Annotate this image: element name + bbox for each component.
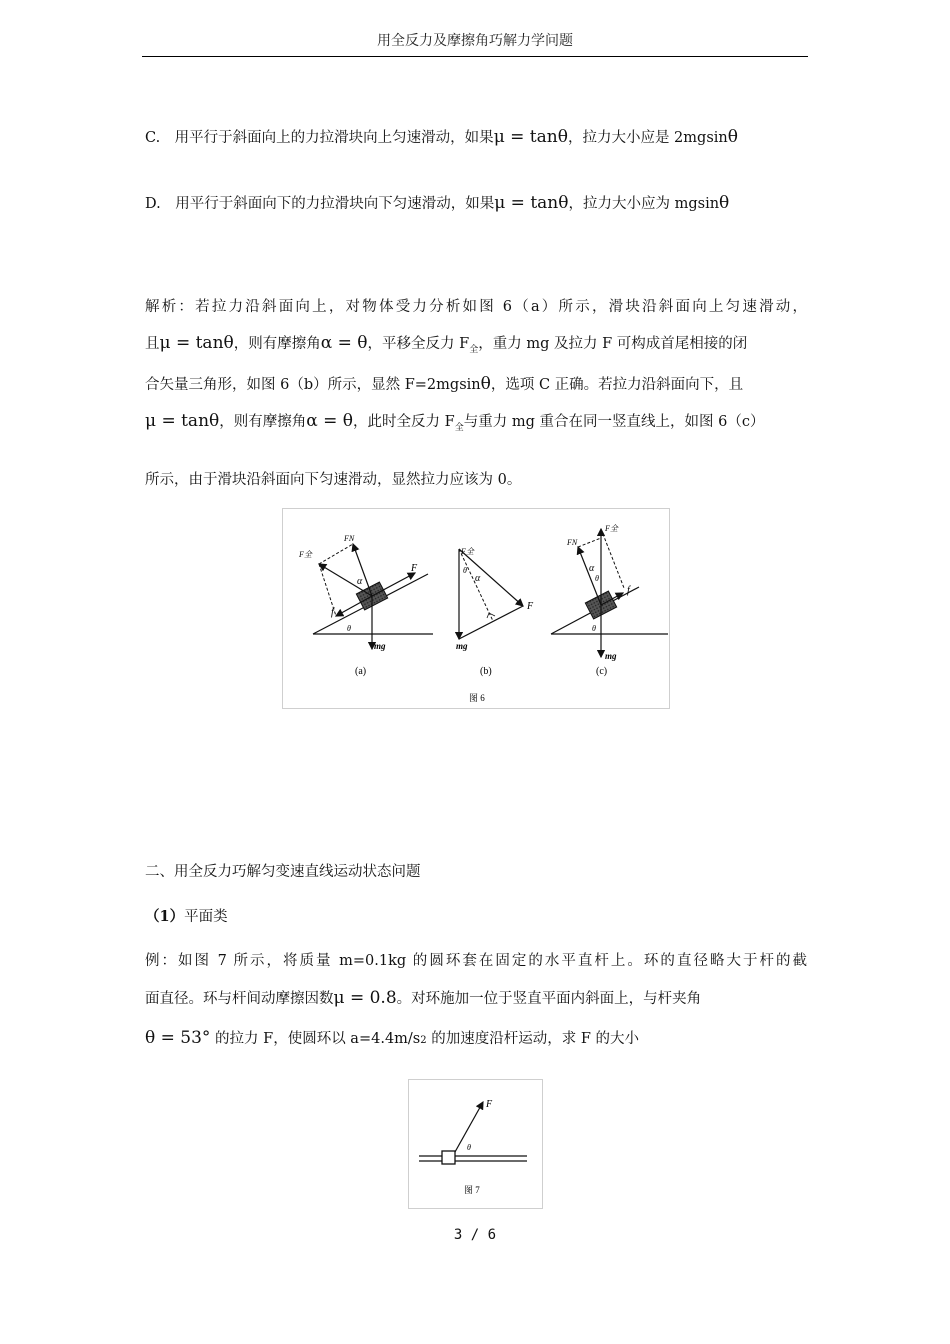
section-2-subheading — [145, 907, 228, 927]
analysis-text: ，平移全反力 F — [367, 336, 470, 352]
figure-6 — [282, 508, 670, 709]
analysis-text: ，重力 mg 及拉力 F 可构成首尾相接的闭 — [478, 336, 748, 352]
analysis-text: ，则有摩擦角 — [233, 336, 321, 352]
analysis-math: α = θ — [306, 411, 354, 431]
fig6a-caption: (a) — [355, 666, 367, 677]
analysis-line-3 — [145, 374, 743, 395]
figure-7 — [408, 1079, 543, 1209]
example-text: 面直径。环与杆间动摩擦因数 — [145, 991, 334, 1007]
figure-6c — [551, 524, 668, 677]
analysis-math: θ — [480, 374, 491, 394]
fig6a-label-FN: FN — [344, 534, 355, 543]
option-d-theta: θ — [719, 193, 730, 213]
fig6a-label-alpha: α — [357, 576, 363, 587]
fig7-label-theta: θ — [467, 1143, 471, 1152]
subheading-text: 平面类 — [184, 909, 228, 925]
page-number: 3 / 6 — [453, 1227, 497, 1243]
example-text: 的加速度沿杆运动，求 F 的大小 — [426, 1031, 640, 1047]
example-text: 的拉力 F，使圆环以 a=4.4m/s — [210, 1031, 421, 1047]
fig6a-label-f: f — [331, 607, 334, 618]
fig6c-label-f: f — [627, 585, 630, 596]
figure-6b — [456, 547, 534, 677]
fig6c-label-theta-2: θ — [592, 624, 596, 633]
option-c-theta: θ — [727, 127, 738, 147]
fig6a-label-theta: θ — [347, 624, 351, 633]
analysis-text: ，此时全反力 F — [353, 414, 455, 430]
fig6b-label-theta: θ — [463, 566, 467, 575]
header-rule — [142, 56, 808, 57]
analysis-text: 与重力 mg 重合在同一竖直线上，如图 6（c） — [463, 414, 765, 430]
analysis-text: ，选项 C 正确。若拉力沿斜面向下，且 — [490, 377, 744, 393]
option-c-text-2: ，拉力大小应是 2mgsin — [567, 130, 728, 146]
analysis-text: ，则有摩擦角 — [219, 414, 307, 430]
fig6c-caption: (c) — [596, 666, 608, 677]
option-d-text: D. 用平行于斜面向下的力拉滑块向下匀速滑动，如果 — [145, 196, 495, 212]
analysis-line-2 — [145, 333, 747, 360]
fig6c-label-mg: mg — [605, 651, 617, 661]
figure-7-diagram — [409, 1080, 542, 1208]
subheading-number: （1） — [145, 908, 185, 925]
analysis-math: μ = tanθ — [159, 333, 234, 353]
analysis-line-1: 解析：若拉力沿斜面向上，对物体受力分析如图 6（a）所示，滑块沿斜面向上匀速滑动， — [145, 299, 807, 315]
fig6c-label-theta: θ — [595, 574, 599, 583]
fig6a-label-F: F — [411, 563, 418, 574]
analysis-line-4 — [145, 411, 764, 438]
option-c — [145, 127, 738, 148]
figure-6a — [298, 534, 433, 677]
figure-6-caption: 图 6 — [469, 693, 485, 703]
fig6a-label-Fq: F全 — [299, 550, 312, 559]
fig6b-label-alpha: α — [475, 573, 481, 584]
analysis-math: α = θ — [320, 333, 368, 353]
example-line-3 — [145, 1028, 639, 1051]
figure-6-diagram — [283, 509, 669, 708]
figure-7-caption: 图 7 — [464, 1185, 480, 1195]
option-d-math: μ = tanθ — [494, 193, 569, 213]
analysis-text: 合矢量三角形，如图 6（b）所示，显然 F=2mgsin — [145, 377, 481, 393]
fig6c-label-Fq: F全 — [605, 524, 618, 533]
example-math: θ = 53° — [145, 1028, 211, 1048]
fig6b-label-F: F — [527, 601, 534, 612]
analysis-subscript: 全 — [454, 423, 464, 433]
fig6b-label-Fq: F全 — [461, 547, 474, 556]
option-d-text-2: ，拉力大小应为 mgsin — [568, 196, 720, 212]
section-2-heading: 二、用全反力巧解匀变速直线运动状态问题 — [145, 864, 421, 880]
analysis-line-5: 所示，由于滑块沿斜面向下匀速滑动，显然拉力应该为 0。 — [145, 472, 522, 488]
fig6c-label-FN: FN — [567, 538, 578, 547]
fig6b-caption: (b) — [480, 666, 492, 677]
fig6c-label-alpha: α — [589, 563, 595, 574]
analysis-subscript: 全 — [469, 345, 479, 355]
fig6a-label-mg: mg — [374, 641, 386, 651]
option-c-math: μ = tanθ — [493, 127, 568, 147]
example-math: μ = 0.8 — [333, 988, 397, 1008]
analysis-text: 且 — [145, 336, 160, 352]
example-text: 。对环施加一位于竖直平面内斜面上，与杆夹角 — [396, 991, 702, 1007]
example-line-2 — [145, 988, 701, 1009]
fig7-label-F: F — [486, 1099, 493, 1110]
example-line-1: 例：如图 7 所示，将质量 m=0.1kg 的圆环套在固定的水平直杆上。环的直径略大于杆的截 — [145, 953, 807, 969]
example-subscript: 2 — [420, 1035, 427, 1046]
analysis-math: μ = tanθ — [145, 411, 220, 431]
fig6b-label-mg: mg — [456, 641, 468, 651]
page-header-title: 用全反力及摩擦角巧解力学问题 — [377, 33, 573, 49]
option-c-text: C. 用平行于斜面向上的力拉滑块向上匀速滑动，如果 — [145, 130, 494, 146]
option-d — [145, 193, 729, 214]
